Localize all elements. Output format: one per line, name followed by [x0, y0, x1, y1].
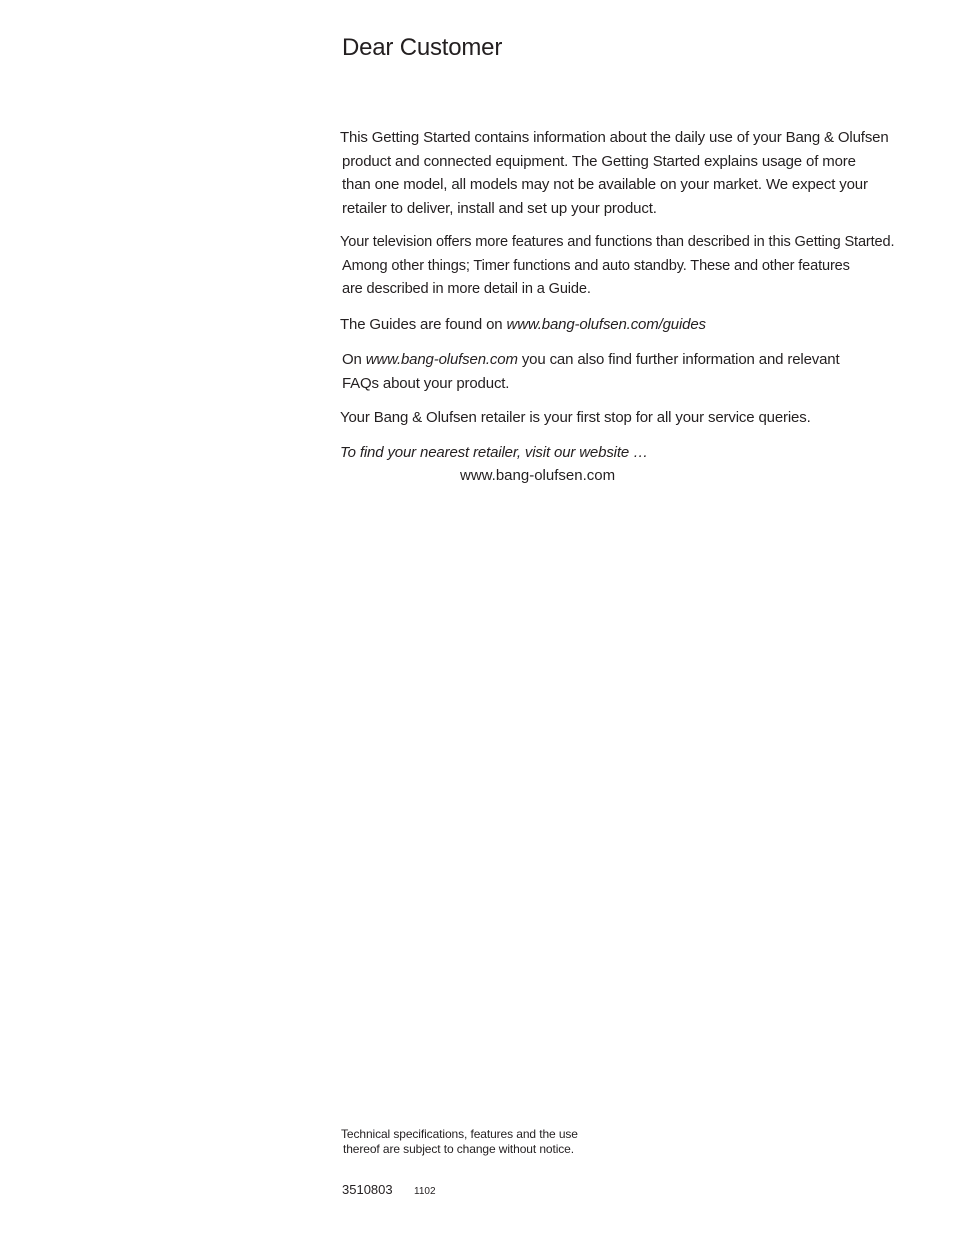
intro-line: retailer to deliver, install and set up your product.	[342, 199, 657, 217]
find-retailer-paragraph: To find your nearest retailer, visit our website …	[340, 444, 648, 461]
page-title: Dear Customer	[342, 34, 503, 61]
guides-paragraph	[340, 313, 706, 337]
website-line: FAQs about your product.	[342, 374, 510, 392]
intro-line: than one model, all models may not be available on your market. We expect your	[342, 176, 868, 193]
guides-prefix: The Guides are found on	[340, 316, 507, 333]
features-line: Among other things; Timer functions and auto standby. These and other features	[342, 257, 850, 274]
features-paragraph	[340, 231, 894, 302]
website-url[interactable]: www.bang-olufsen.com	[460, 467, 616, 484]
legal-note-line: thereof are subject to change without notice.	[343, 1142, 574, 1156]
intro-line: product and connected equipment. The Getting Started explains usage of more	[342, 152, 856, 170]
website-suffix: you can also find further information and relevant	[517, 351, 840, 368]
intro-paragraph	[340, 126, 889, 220]
legal-note	[341, 1127, 578, 1157]
website-link[interactable]: www.bang-olufsen.com	[365, 351, 518, 368]
features-line: are described in more detail in a Guide.	[342, 281, 591, 297]
legal-note-line: Technical specifications, features and the use	[341, 1127, 578, 1141]
website-line	[342, 348, 840, 372]
document-number: 3510803	[342, 1182, 393, 1197]
guides-link[interactable]: www.bang-olufsen.com/guides	[506, 316, 706, 333]
document-version: 1102	[414, 1186, 436, 1197]
intro-line: This Getting Started contains information about the daily use of your Bang & Olufsen	[340, 129, 889, 146]
retailer-paragraph: Your Bang & Olufsen retailer is your first stop for all your service queries.	[340, 409, 811, 426]
website-paragraph	[342, 348, 840, 395]
features-line: Your television offers more features and functions than described in this Getting Started.	[340, 234, 895, 250]
website-prefix: On	[342, 351, 366, 368]
